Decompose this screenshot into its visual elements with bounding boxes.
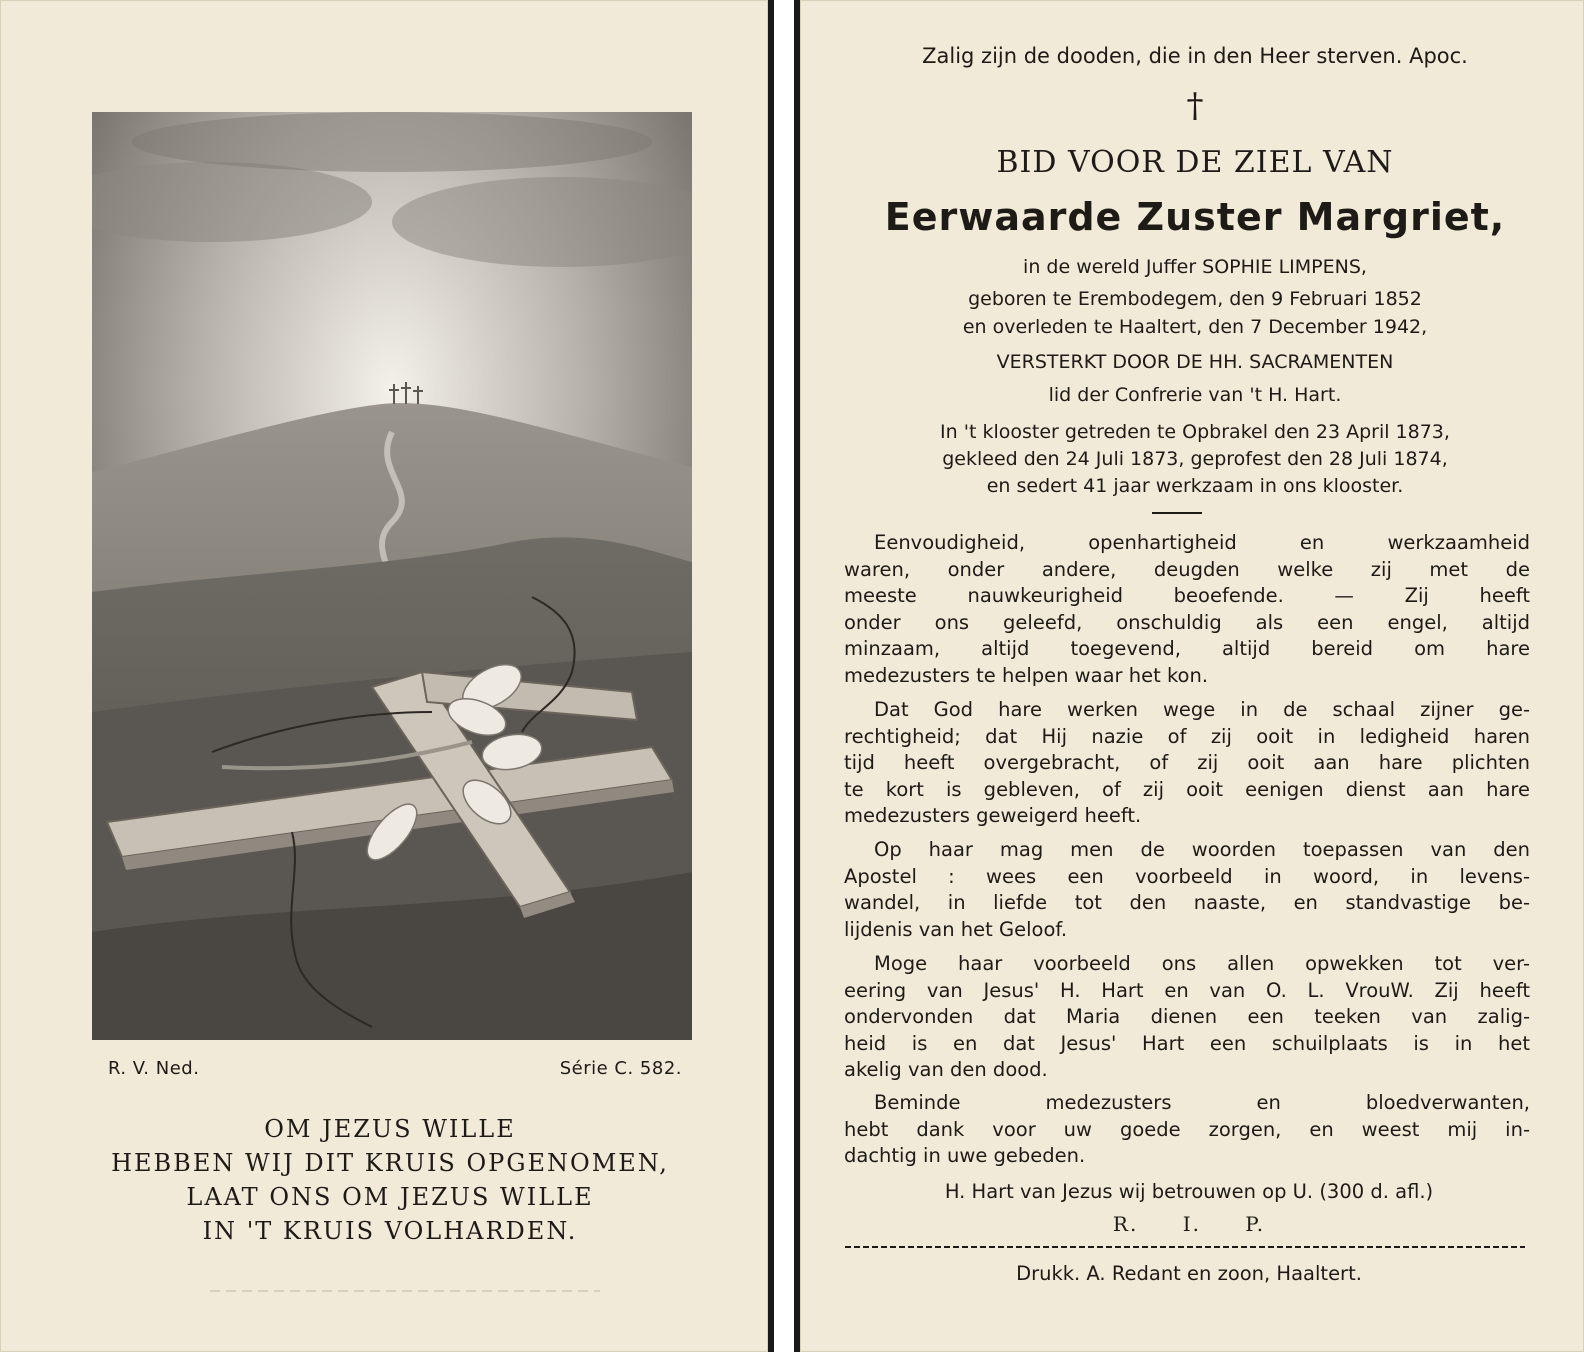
paragraph-line: Beminde medezusters en bloedverwanten, xyxy=(874,1091,1530,1114)
info-line: VERSTERKT DOOR DE HH. SACRAMENTEN xyxy=(996,351,1394,373)
bible-quote: Zalig zijn de dooden, die in den Heer sterven. Apoc. xyxy=(922,44,1468,68)
paragraph-line: Eenvoudigheid, openhartigheid en werkzaamheid xyxy=(874,531,1530,554)
heading: BID VOOR DE ZIEL VAN xyxy=(996,145,1394,180)
series-caption: Série C. 582. xyxy=(559,1058,682,1079)
motto-line: IN 'T KRUIS VOLHARDEN. xyxy=(202,1217,578,1245)
paragraph-line: meeste nauwkeurigheid beoefende. — Zij heeft xyxy=(844,584,1530,607)
paragraph-line: Apostel : wees een voorbeeld in woord, in levens- xyxy=(844,864,1530,888)
motto-line: OM JEZUS WILLE xyxy=(264,1115,516,1143)
info-line: gekleed den 24 Juli 1873, geprofest den 28 Juli 1874, xyxy=(942,448,1448,470)
paragraph-line: wandel, in liefde tot den naaste, en standvastige be- xyxy=(844,891,1530,914)
cross-icon: † xyxy=(1186,86,1204,126)
paragraph xyxy=(844,530,1530,689)
paragraph-line: heid is en dat Jesus' Hart een schuilplaats is in het xyxy=(844,1031,1530,1055)
info-line: geboren te Erembodegem, den 9 Februari 1852 xyxy=(968,288,1422,310)
paragraph-line: Dat God hare werken wege in de schaal zijner ge- xyxy=(874,698,1530,721)
paragraph-line: minzaam, altijd toegevend, altijd bereid om hare xyxy=(844,637,1530,660)
paragraph-line: Op haar mag men de woorden toepassen van den xyxy=(874,838,1530,861)
paragraph-line: lijdenis van het Geloof. xyxy=(844,917,1068,941)
deceased-name: Eerwaarde Zuster Margriet, xyxy=(884,195,1506,239)
paragraph-line: tijd heeft overgebracht, of zij ooit aan hare plichten xyxy=(844,751,1530,774)
motto-line: HEBBEN WIJ DIT KRUIS OPGENOMEN, xyxy=(111,1149,669,1177)
printer-credit: Drukk. A. Redant en zoon, Haaltert. xyxy=(1016,1262,1362,1285)
paragraph xyxy=(844,951,1530,1084)
paragraph-line: hebt dank voor uw goede zorgen, en weest mij in- xyxy=(844,1117,1530,1141)
paragraph-line: Moge haar voorbeeld ons allen opwekken tot ver- xyxy=(874,952,1530,975)
paragraph-line: te kort is gebleven, of zij ooit eenigen dienst aan hare xyxy=(844,777,1530,801)
publisher-caption: R. V. Ned. xyxy=(108,1058,200,1079)
paragraph xyxy=(844,697,1530,830)
info-line: en overleden te Haaltert, den 7 December 1942, xyxy=(962,316,1428,338)
rip: R. I. P. xyxy=(1112,1212,1266,1236)
faint-divider xyxy=(210,1290,600,1292)
info-line: in de wereld Juffer SOPHIE LIMPENS, xyxy=(1023,256,1367,278)
paragraph-line: akelig van den dood. xyxy=(844,1058,1048,1081)
motto-line: LAAT ONS OM JEZUS WILLE xyxy=(186,1183,594,1211)
devotional-picture xyxy=(92,112,692,1040)
paragraph-line: eering van Jesus' H. Hart en van O. L. VrouW. Zij heeft xyxy=(844,978,1530,1002)
paragraph xyxy=(844,1090,1530,1170)
info-line: lid der Confrerie van 't H. Hart. xyxy=(1048,384,1342,406)
info-line: In 't klooster getreden te Opbrakel den 23 April 1873, xyxy=(940,421,1450,443)
paragraph-line: waren, onder andere, deugden welke zij met de xyxy=(844,557,1530,581)
motto xyxy=(40,1112,740,1248)
paragraph-line: dachtig in uwe gebeden. xyxy=(844,1144,1086,1167)
paragraph-line: onder ons geleefd, onschuldig als een engel, altijd xyxy=(844,610,1530,634)
paragraph-line: medezusters te helpen waar het kon. xyxy=(844,663,1209,687)
info-line: en sedert 41 jaar werkzaam in ons klooster. xyxy=(986,475,1404,497)
paragraph xyxy=(844,837,1530,943)
closing-prayer: H. Hart van Jezus wij betrouwen op U. (300 d. afl.) xyxy=(944,1180,1434,1203)
card-gutter xyxy=(774,0,794,1352)
dashed-divider xyxy=(845,1246,1525,1248)
cross-and-lilies-illustration xyxy=(92,112,692,1040)
paragraph-line: rechtigheid; dat Hij nazie of zij ooit in ledigheid haren xyxy=(844,724,1530,748)
short-divider xyxy=(1152,512,1202,514)
left-card xyxy=(0,0,774,1352)
paragraph-line: ondervonden dat Maria dienen een teeken van zalig- xyxy=(844,1005,1530,1028)
paragraph-line: medezusters geweigerd heeft. xyxy=(844,804,1142,827)
